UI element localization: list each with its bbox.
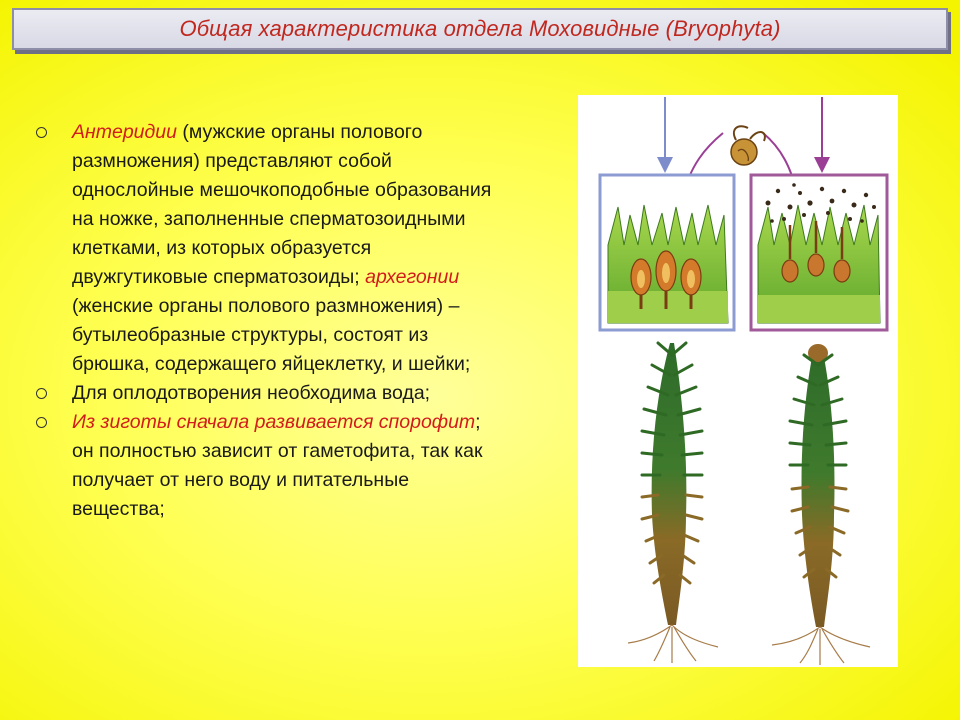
bullet-circle-icon xyxy=(36,417,47,428)
bullet-item-water xyxy=(34,379,494,408)
bullet-text xyxy=(72,121,491,375)
bullet-circle-icon xyxy=(36,388,47,399)
bullet-item-sporophyte xyxy=(34,408,494,524)
term-sporophyte: Из зиготы сначала развивается спорофит xyxy=(72,411,476,433)
bullet-circle-icon xyxy=(36,127,47,138)
male-moss-plant-icon xyxy=(628,343,718,663)
slide-title: Общая характеристика отдела Моховидные (Bryophyta) xyxy=(179,16,781,41)
title-bar xyxy=(12,8,948,50)
bullet-text xyxy=(72,411,483,520)
bullet-run: ; он полностью зависит от гаметофита, так как получает от него воду и питательные вещества; xyxy=(72,411,483,520)
bullet-run: (женские органы полового размножения) – бутылеобразные структуры, состоят из брюшка, содержащего яйцеклетку, и шейки; xyxy=(72,295,471,375)
female-moss-plant-icon xyxy=(772,344,870,665)
antheridia-detail-icon xyxy=(600,175,734,330)
moss-diagram-svg xyxy=(578,95,898,667)
bullet-item-antheridia xyxy=(34,118,494,379)
bullet-run: (мужские органы полового размножения) представляют собой однослойные мешочкоподобные образования на ножке, заполненные сперматозоидными клетками, из которых образуется двужгутиковые сперматозоиды; xyxy=(72,121,492,288)
term-archegonia: архегонии xyxy=(365,266,460,288)
moss-illustration xyxy=(578,95,898,667)
bullet-text: Для оплодотворения необходима вода; xyxy=(72,382,431,404)
archegonia-detail-icon xyxy=(751,175,887,330)
term-antheridia: Антеридии xyxy=(72,121,177,143)
bullet-list xyxy=(34,118,494,524)
